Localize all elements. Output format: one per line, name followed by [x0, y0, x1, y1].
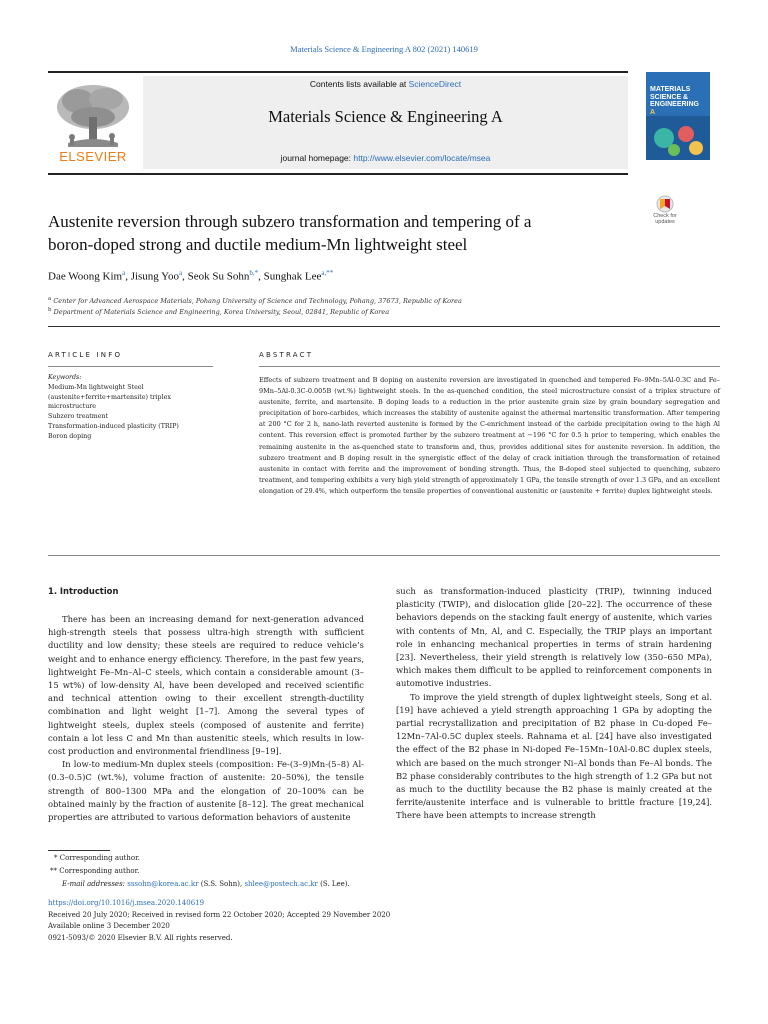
affiliation-text: Center for Advanced Aerospace Materials, Pohang University of Science and Technology, Pohang, 37673, Republic of Korea [53, 297, 462, 306]
cover-art-icon [646, 116, 710, 160]
article-info-rule [48, 366, 213, 367]
footnote-rule [48, 850, 110, 851]
cover-title-letter: A [650, 108, 656, 116]
body-paragraph: To improve the yield strength of duplex lightweight steels, Song et al. [19] have achieved a yield strength approaching 1 GPa by adopting the partial recrystallization and precipitation of B2 phase in Cu-doped Fe–12Mn–7Al-0.5C duplex steels. Rahnama et al. [24] have also investigated the effect of the B2 phase in Ni-doped Fe–15Mn–10Al-0.8C duplex steels, which are based on the much stronger Ni–Al bonds than Fe–Al bonds. The B2 phase considerably contributes to the high strength of 1.2 GPa but not as much to the ductility because the B2 phase is mainly created at the ferrite/austenite interface and is vulnerable to brittle fracture [19,24]. There have been attempts to increase strength [396, 691, 712, 821]
journal-title: Materials Science & Engineering A [268, 107, 503, 126]
body-paragraph: In low-to medium-Mn duplex steels (composition: Fe-(3–9)Mn-(5–8) Al-(0.3–0.5)C (wt.%), volume fraction of austenite: 20–50%), the tensile strength of 800–1300 MPa and the elongation of 20–100% can be obtained mainly by the fraction of austenite [8–12]. The great mechanical properties are attributed to various deformation behaviors of austenite [48, 759, 364, 823]
keyword-item: Medium-Mn lightweight Steel [48, 383, 144, 391]
body-paragraph: There has been an increasing demand for next-generation advanced high-strength steels that possess ultra-high strength with sufficient ductility and low density; these steels are required to reduce vehicle’s weight and to enhance energy efficiency. Therefore, in the past few years, lightweight Fe–Mn–Al–C steels, which contain a considerable amount (3–15 wt%) of low-density Al, have been developed and received scientific and technical attention owing to their excellent strength-ductility combination and light weight [1–7]. Among the several types of lightweight steels, duplex steels (composed of austenite and ferrite) contain a lot less C and Mn than austenitic steels, which results in low-cost production and environmental friendliness [9–19]. [48, 614, 364, 757]
email-link[interactable]: sssohn@korea.ac.kr [127, 880, 199, 888]
check-label-line: updates [655, 219, 675, 225]
email-label: E-mail addresses: [62, 880, 128, 888]
keywords-label: Keywords: [48, 374, 82, 381]
body-paragraph: such as transformation-induced plasticity (TRIP), twinning induced plasticity (TWIP), and dislocation glide [20–22]. The occurrence of these behaviors depends on the stacking fault energy of austenite, which varies with contents of Mn, Al, and C. Especially, the TRIP plays an important role in enhancing mechanical properties in terms of strain hardening [23]. Nevertheless, their yield strength is relatively low (350–650 MPa), which makes them difficult to be applied to reinforcement components in automotive industries. [396, 586, 712, 689]
author-name[interactable]: Sunghak Lee [263, 270, 322, 283]
abstract-bottom-rule [48, 555, 720, 556]
article-title-line: Austenite reversion through subzero transformation and tempering of a [48, 212, 532, 231]
keyword-item: Transformation-induced plasticity (TRIP) [48, 422, 179, 430]
copyright-notice: 0921-5093/© 2020 Elsevier B.V. All rights reserved. [48, 933, 233, 942]
author-affiliation-mark[interactable]: b,* [249, 269, 259, 277]
check-label-line: Check for [653, 213, 677, 219]
keyword-item: (austenite+ferrite+martensite) triplex [48, 393, 171, 401]
cover-title-line: ENGINEERING [650, 101, 700, 108]
check-for-updates-icon [646, 195, 684, 213]
abstract-rule [259, 366, 720, 367]
keyword-item: Subzero treatment [48, 413, 109, 421]
masthead-bottom-rule [48, 173, 628, 175]
doi-link[interactable]: https://doi.org/10.1016/j.msea.2020.140619 [48, 899, 205, 907]
body-column-right [396, 585, 712, 823]
publication-info [48, 898, 648, 944]
author-name[interactable]: Dae Woong Kim [48, 270, 123, 283]
elsevier-wordmark[interactable]: ELSEVIER [59, 149, 127, 164]
article-title-line: boron-doped strong and ductile medium-Mn lightweight steel [48, 235, 468, 254]
header-divider [48, 326, 720, 327]
masthead [48, 71, 628, 175]
footnotes [48, 852, 648, 891]
homepage-prefix: journal homepage: [280, 153, 354, 163]
author-name[interactable]: Jisung Yoo [130, 270, 179, 283]
body-column-left [48, 613, 364, 824]
journal-reference[interactable]: Materials Science & Engineering A 802 (2021) 140619 [290, 44, 478, 54]
author-name[interactable]: Seok Su Sohn [187, 270, 250, 283]
article-title [48, 210, 638, 256]
check-for-updates-badge[interactable] [646, 195, 684, 231]
cover-title-line: SCIENCE & [650, 93, 689, 101]
check-for-updates-label [646, 213, 684, 225]
affiliation-mark: a [48, 296, 52, 302]
email-link[interactable]: shlee@postech.ac.kr [244, 880, 318, 888]
contents-prefix: Contents lists available at [309, 79, 409, 89]
article-info-heading: ARTICLE INFO [48, 351, 123, 359]
author-affiliation-mark[interactable]: a [122, 269, 126, 277]
keyword-item: microstructure [48, 403, 96, 411]
masthead-top-rule [48, 71, 628, 73]
email-owner: (S.S. Sohn), [198, 880, 245, 888]
author-affiliation-mark[interactable]: a [179, 269, 183, 277]
contents-available-line [143, 79, 628, 89]
corresponding-author-note: ** Corresponding author. [50, 867, 140, 875]
journal-homepage-link[interactable]: http://www.elsevier.com/locate/msea [353, 153, 491, 163]
author-list: Dae Woong Kim$^a$, Jisung Yoo$^a$, Seok Su Sohn$^{b,*}$, Sunghak Lee$^{a,**}$ [48, 269, 334, 283]
journal-cover[interactable] [646, 72, 710, 160]
corresponding-author-note: * Corresponding author. [54, 854, 140, 862]
affiliation [48, 296, 728, 305]
sciencedirect-link[interactable]: ScienceDirect [408, 79, 462, 89]
introduction-heading: 1. Introduction [48, 586, 119, 596]
email-line [48, 878, 648, 891]
available-online-date: Available online 3 December 2020 [48, 922, 170, 930]
affiliation-mark: b [48, 307, 52, 313]
abstract-heading: ABSTRACT [259, 351, 314, 359]
email-owner: (S. Lee). [317, 880, 350, 888]
journal-homepage-line [143, 153, 628, 163]
affiliation-text: Department of Materials Science and Engineering, Korea University, Seoul, 02841, Republic of Korea [53, 308, 390, 317]
keywords-block [48, 373, 218, 442]
abstract-text: Effects of subzero treatment and B doping on austenite reversion are investigated in quenched and tempered Fe–9Mn–5Al-0.3C and Fe–9Mn–5Al-0.3C-0.005B (wt.%) lightweight steels. In the as-quenched condition, the steel microstructure consist of a triplex structure of austenite, ferrite, and martensite. B doping leads to a reduction in the prior austenite grain size by grain boundary segregation and precipitation of boro-carbides, which increases the stability of austenite against the athermal martensitic transformation. After tempering at 200 °C for 2 h, nano-lath reverted austenite is formed by the C-enrichment instead of the carbide precipitation owing to the high Al content. This reversion effect is promoted further by the subzero treatment at −196 °C for 0.5 h prior to tempering, which enables the remaining austenite in the as-quenched state to transform and, thus, provides additional sites for austenite reversion. In addition, the subzero treatment and B doping result in the synergistic effect of the delay of crack initiation through the transformation of retained austenite in contact with ferrite and the improvement of bonding strength. Thus, the B-doped steel subjected to quenching, subzero treatment, and tempering exhibits a very high yield strength of approximately 1 GPa, the tensile strength of over 1.3 GPa, and an excellent elongation of 29.4%, which outperform the tensile properties of conventional austenitic or (austenite + ferrite) duplex lightweight steels. [259, 376, 720, 495]
author-affiliation-mark[interactable]: a,** [321, 269, 334, 277]
received-dates: Received 20 July 2020; Received in revised form 22 October 2020; Accepted 29 November 2020 [48, 910, 391, 919]
keyword-item: Boron doping [48, 432, 92, 440]
affiliation [48, 307, 728, 316]
cover-title-line: MATERIALS [650, 86, 691, 93]
cover-title [650, 86, 708, 116]
